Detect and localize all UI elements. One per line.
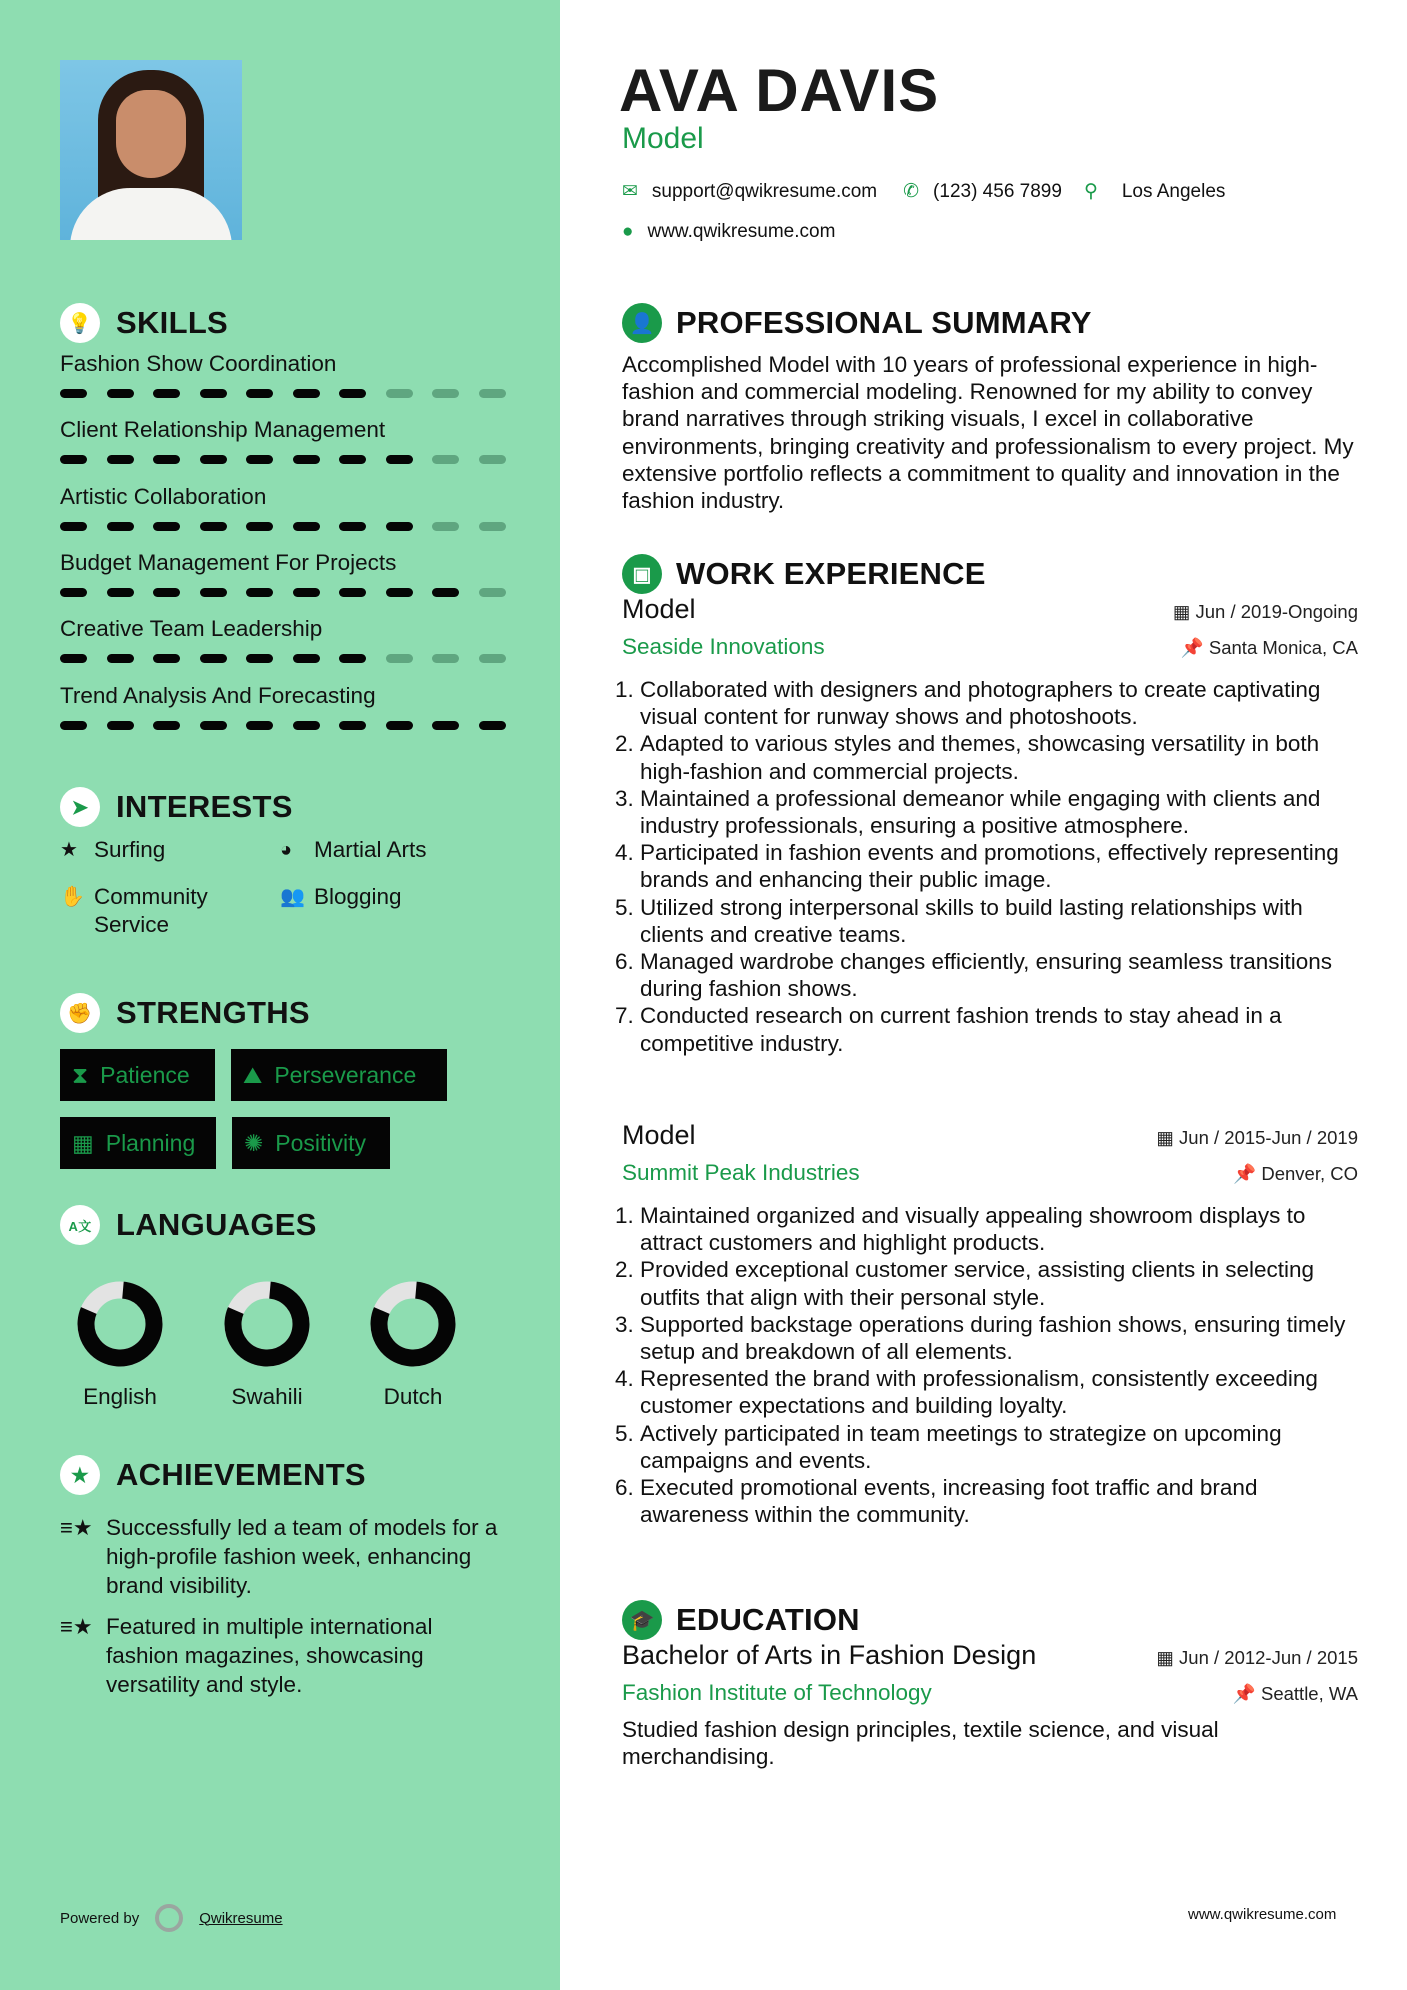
achievement-text: Featured in multiple international fashion magazines, showcasing versatility and style. — [106, 1614, 433, 1697]
education-heading — [622, 1600, 860, 1640]
skill-dot-filled — [153, 654, 180, 663]
skill-dot-filled — [293, 455, 320, 464]
hourglass-icon: ⧗ — [72, 1061, 89, 1088]
location: Los Angeles — [1121, 180, 1226, 202]
job-bullet: 1. Maintained organized and visually appealing showroom displays to attract customers and highlight products. — [640, 1202, 1362, 1256]
users-icon: 👥 — [280, 886, 305, 908]
calendar-icon: ▦ — [1156, 1127, 1180, 1148]
map-pin-icon: ⚲ — [1083, 181, 1098, 202]
skill-dot-filled — [293, 654, 320, 663]
company-name: Summit Peak Industries — [622, 1160, 860, 1185]
road-icon: ⛰ — [243, 1061, 263, 1088]
job-bullet: 4. Represented the brand with professionalism, consistently exceeding customer expectations and building loyalty. — [640, 1365, 1362, 1419]
job-dates-text: Jun / 2015-Jun / 2019 — [1179, 1127, 1358, 1148]
strength-chip — [60, 1049, 215, 1101]
summary-heading — [622, 303, 1092, 343]
envelope-icon: ✉ — [622, 181, 638, 202]
skill-dot-empty — [479, 588, 506, 597]
job-bullet: 3. Supported backstage operations during fashion shows, ensuring timely setup and breakdown of all elements. — [640, 1311, 1362, 1365]
skill-dot-filled — [60, 522, 87, 531]
skill-dot-filled — [339, 588, 366, 597]
company-name: Seaside Innovations — [622, 634, 825, 659]
skill-dot-filled — [246, 721, 273, 730]
interest-label: Blogging — [314, 884, 402, 909]
language-icon: A文 — [60, 1205, 100, 1245]
skill-dot-filled — [153, 522, 180, 531]
star-icon: ★ — [60, 839, 78, 861]
interest-label: Community Service — [94, 884, 208, 937]
job-dates-text: Jun / 2019-Ongoing — [1195, 601, 1358, 622]
skill-dot-filled — [386, 455, 413, 464]
powered-by — [60, 1904, 283, 1932]
skill-name: Budget Management For Projects — [60, 549, 397, 575]
achievements-title: ACHIEVEMENTS — [116, 1457, 366, 1492]
skill-level-bar — [60, 455, 520, 464]
job-dates — [1173, 601, 1358, 623]
graduate-icon: 🎓 — [622, 1600, 662, 1640]
interests-heading — [60, 787, 293, 827]
strengths-title: STRENGTHS — [116, 995, 310, 1030]
skill-dot-empty — [432, 522, 459, 531]
job-bullet: 1. Collaborated with designers and photographers to create captivating visual content for runway shows and photoshoots. — [640, 676, 1362, 730]
school: Fashion Institute of Technology — [622, 1680, 932, 1705]
skill-dot-filled — [293, 389, 320, 398]
profile-photo — [60, 60, 242, 240]
languages-heading — [60, 1205, 317, 1245]
job-bullet: 2. Adapted to various styles and themes, showcasing versatility in both high-fashion and commercial projects. — [640, 730, 1362, 784]
star-icon: ≡★ — [60, 1515, 93, 1540]
interest-item — [280, 836, 427, 864]
skill-dot-filled — [107, 654, 134, 663]
strength-chip — [231, 1049, 447, 1101]
candidate-name: AVA DAVIS — [619, 57, 940, 124]
skill-dot-filled — [60, 588, 87, 597]
achievement-item — [60, 1513, 500, 1600]
job-location-text: Santa Monica, CA — [1208, 637, 1358, 658]
skill-item — [60, 350, 520, 398]
work-heading — [622, 554, 986, 594]
job-header — [622, 594, 1358, 625]
job-bullet: 6. Managed wardrobe changes efficiently, ensuring seamless transitions during fashion shows. — [640, 948, 1362, 1002]
qwikresume-logo-icon — [155, 1904, 183, 1932]
education-dates-text: Jun / 2012-Jun / 2015 — [1179, 1647, 1358, 1668]
job-header — [622, 1120, 1358, 1151]
achievements-heading — [60, 1455, 366, 1495]
skill-name: Client Relationship Management — [60, 417, 386, 443]
language-donut — [221, 1278, 313, 1370]
skill-name: Creative Team Leadership — [60, 616, 323, 642]
skill-dot-filled — [246, 522, 273, 531]
skill-name: Fashion Show Coordination — [60, 351, 337, 376]
skill-dot-empty — [479, 654, 506, 663]
skill-item — [60, 682, 520, 730]
skill-dot-filled — [293, 588, 320, 597]
job-sub — [622, 634, 1358, 660]
pin-icon: 📌 — [1233, 1163, 1262, 1184]
skill-dot-filled — [107, 588, 134, 597]
skill-dot-empty — [386, 654, 413, 663]
skill-dot-filled — [386, 522, 413, 531]
skill-dot-filled — [432, 588, 459, 597]
calendar-icon: ▦ — [1172, 601, 1196, 622]
job-dates — [1156, 1127, 1358, 1149]
job-location-text: Denver, CO — [1261, 1163, 1358, 1184]
education-dates — [1156, 1647, 1358, 1669]
user-icon: 👤 — [622, 303, 662, 343]
skill-dot-filled — [107, 522, 134, 531]
skill-dot-filled — [246, 588, 273, 597]
job-title: Model — [622, 594, 696, 624]
achievement-item — [60, 1612, 500, 1699]
strength-chip — [232, 1117, 390, 1169]
education-description: Studied fashion design principles, textile science, and visual merchandising. — [622, 1717, 1219, 1770]
chair-icon: ▣ — [622, 554, 662, 594]
candidate-title: Model — [622, 122, 704, 155]
sun-icon: ✺ — [244, 1129, 264, 1156]
skill-item — [60, 615, 520, 663]
job-title: Model — [622, 1120, 696, 1150]
achievement-text: Successfully led a team of models for a high-profile fashion week, enhancing brand visibility. — [106, 1515, 498, 1598]
skill-dot-filled — [153, 455, 180, 464]
language-name: English — [83, 1384, 157, 1409]
strength-label: Patience — [100, 1061, 190, 1088]
skill-level-bar — [60, 721, 520, 730]
summary-text: Accomplished Model with 10 years of professional experience in high-fashion and commercial modeling. Renowned for my ability to convey brand narratives through striking visuals, I excel in collaborative environments, bringing creativity and professionalism to every project. My extensive portfolio reflects a commitment to quality and innovation in the fashion industry. — [622, 352, 1354, 514]
skill-level-bar — [60, 588, 520, 597]
strength-label: Planning — [105, 1129, 196, 1156]
skill-dot-filled — [153, 588, 180, 597]
calendar-icon: ▦ — [1156, 1647, 1180, 1668]
skill-dot-filled — [432, 721, 459, 730]
skill-dot-filled — [107, 389, 134, 398]
job-location — [1181, 637, 1358, 659]
website[interactable]: www.qwikresume.com — [647, 221, 836, 242]
strength-label: Perseverance — [274, 1061, 417, 1088]
skill-dot-filled — [200, 455, 227, 464]
education-sub — [622, 1680, 1358, 1706]
languages-title: LANGUAGES — [116, 1207, 317, 1242]
work-title: WORK EXPERIENCE — [676, 556, 986, 591]
fist-icon: ✊ — [60, 993, 100, 1033]
skill-item — [60, 549, 520, 597]
skill-dot-empty — [479, 522, 506, 531]
skill-dot-filled — [107, 455, 134, 464]
skill-name: Artistic Collaboration — [60, 483, 267, 509]
education-location — [1233, 1683, 1358, 1705]
globe-icon: ● — [622, 221, 634, 242]
skill-dot-filled — [60, 721, 87, 730]
globe-icon: ◕ — [280, 839, 293, 861]
phone: (123) 456 7899 — [933, 180, 1062, 202]
skill-dot-filled — [339, 522, 366, 531]
sidebar — [0, 0, 560, 1990]
skill-dot-filled — [200, 654, 227, 663]
skill-dot-filled — [293, 721, 320, 730]
skill-item — [60, 483, 520, 531]
language-donut — [74, 1278, 166, 1370]
skill-dot-filled — [386, 721, 413, 730]
skill-dot-filled — [246, 389, 273, 398]
skill-dot-filled — [60, 455, 87, 464]
skill-dot-filled — [200, 389, 227, 398]
lightbulb-icon: 💡 — [60, 303, 100, 343]
hand-icon: ✋ — [60, 886, 85, 908]
qwikresume-link[interactable]: Qwikresume — [199, 1909, 283, 1927]
education-header — [622, 1640, 1358, 1671]
job-bullet: 5. Utilized strong interpersonal skills to build lasting relationships with clients and creative teams. — [640, 894, 1362, 948]
phone-icon: ✆ — [903, 181, 920, 202]
skill-dot-filled — [479, 721, 506, 730]
calendar-icon: ▦ — [72, 1129, 94, 1156]
skill-dot-filled — [339, 455, 366, 464]
language-donut — [367, 1278, 459, 1370]
skill-dot-filled — [60, 654, 87, 663]
job-bullets — [622, 1202, 1362, 1528]
paper-plane-icon: ➤ — [60, 787, 100, 827]
language-name: Swahili — [231, 1384, 303, 1409]
skill-dot-filled — [339, 721, 366, 730]
job-bullet: 6. Executed promotional events, increasing foot traffic and brand awareness within the community. — [640, 1474, 1362, 1528]
skill-dot-filled — [293, 522, 320, 531]
skill-level-bar — [60, 389, 520, 398]
interest-item — [60, 836, 165, 864]
strength-label: Positivity — [275, 1129, 367, 1156]
strength-chip — [60, 1117, 216, 1169]
interest-item — [280, 883, 402, 911]
job-sub — [622, 1160, 1358, 1186]
job-bullets — [622, 676, 1362, 1057]
website-row — [622, 221, 835, 243]
language-name: Dutch — [383, 1384, 443, 1409]
job-bullet: 4. Participated in fashion events and promotions, effectively representing brands and enhancing their public image. — [640, 839, 1362, 893]
skill-dot-filled — [246, 654, 273, 663]
pin-icon: 📌 — [1180, 637, 1209, 658]
skills-title: SKILLS — [116, 305, 229, 340]
job-bullet: 5. Actively participated in team meetings to strategize on upcoming campaigns and events. — [640, 1420, 1362, 1474]
skill-dot-filled — [339, 654, 366, 663]
interests-title: INTERESTS — [116, 789, 293, 824]
skill-dot-empty — [432, 654, 459, 663]
interest-label: Martial Arts — [314, 837, 427, 862]
powered-by-label: Powered by — [60, 1909, 140, 1927]
skill-dot-filled — [60, 389, 87, 398]
skills-heading — [60, 303, 228, 343]
job-bullet: 3. Maintained a professional demeanor while engaging with clients and industry professionals, ensuring a positive atmosphere. — [640, 785, 1362, 839]
skill-dot-filled — [200, 522, 227, 531]
skill-dot-filled — [339, 389, 366, 398]
skill-dot-empty — [479, 455, 506, 464]
education-title: EDUCATION — [676, 1602, 860, 1637]
skill-dot-filled — [153, 389, 180, 398]
skill-dot-filled — [386, 588, 413, 597]
interest-item — [60, 883, 240, 939]
star-icon: ★ — [60, 1455, 100, 1495]
skill-dot-empty — [432, 389, 459, 398]
skill-dot-filled — [153, 721, 180, 730]
job-bullet: 2. Provided exceptional customer service, assisting clients in selecting outfits that align with their personal style. — [640, 1256, 1362, 1310]
strengths-heading — [60, 993, 310, 1033]
pin-icon: 📌 — [1232, 1683, 1261, 1704]
skill-name: Trend Analysis And Forecasting — [60, 682, 376, 708]
skill-level-bar — [60, 654, 520, 663]
summary-title: PROFESSIONAL SUMMARY — [676, 305, 1092, 340]
email[interactable]: support@qwikresume.com — [651, 180, 878, 202]
skill-dot-empty — [479, 389, 506, 398]
skill-dot-filled — [200, 588, 227, 597]
job-bullet: 7. Conducted research on current fashion trends to stay ahead in a competitive industry. — [640, 1002, 1362, 1056]
skill-dot-filled — [107, 721, 134, 730]
job-location — [1233, 1163, 1358, 1185]
skill-level-bar — [60, 522, 520, 531]
footer-website[interactable]: www.qwikresume.com — [1188, 1906, 1337, 1923]
skill-item — [60, 416, 520, 464]
skill-dot-filled — [246, 455, 273, 464]
contact-row — [622, 180, 1225, 203]
skill-dot-empty — [386, 389, 413, 398]
education-location-text: Seattle, WA — [1261, 1683, 1358, 1704]
skill-dot-filled — [200, 721, 227, 730]
star-icon: ≡★ — [60, 1614, 93, 1639]
skill-dot-empty — [432, 455, 459, 464]
degree: Bachelor of Arts in Fashion Design — [622, 1640, 1037, 1670]
interest-label: Surfing — [94, 837, 166, 862]
